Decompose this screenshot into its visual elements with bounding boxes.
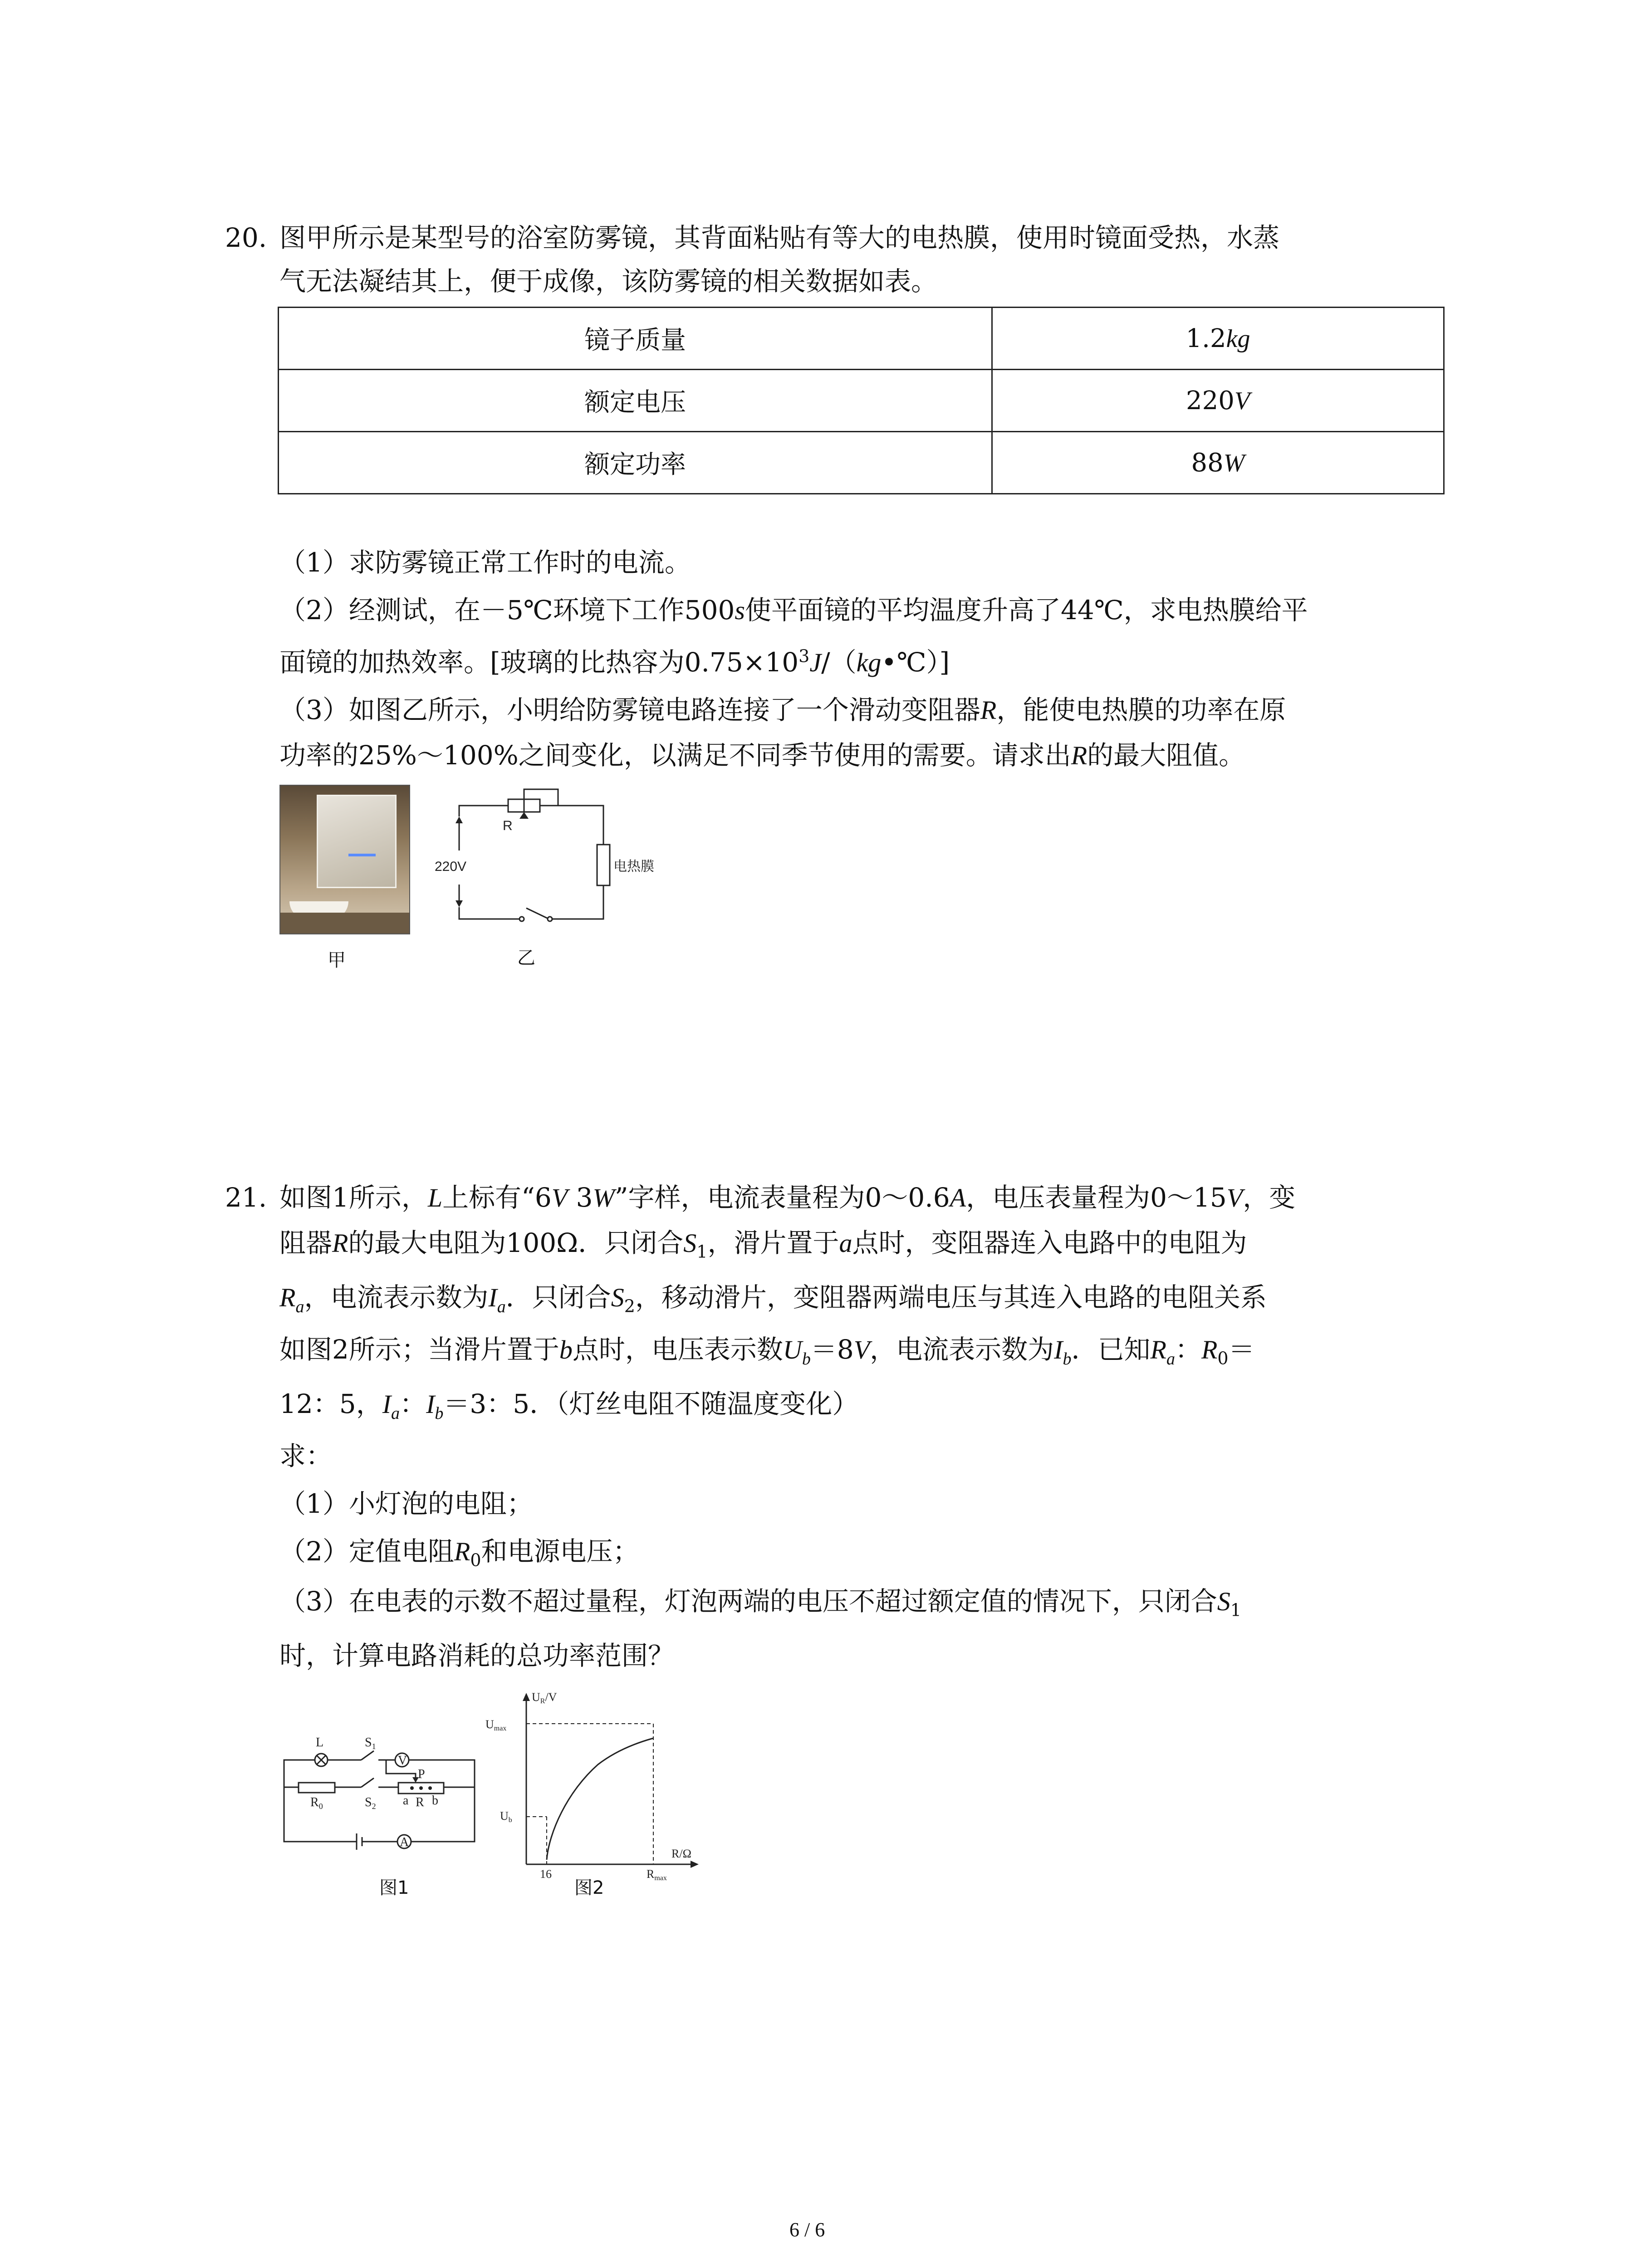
fig1-A-label: A <box>400 1835 409 1849</box>
q20-part-2-line-2: 面镜的加热效率。[玻璃的比热容为$0.75\times 10^3J/(kg•℃)$] <box>279 646 950 678</box>
q20-part-2-line-1: （2）经测试，在－5℃环境下工作500s使平面镜的平均温度升高了44℃，求电热膜给平 <box>279 595 1308 626</box>
circuit-diagram-fig1 <box>279 1728 488 1869</box>
q21-part-2: （2）定值电阻$R_0$和电源电压； <box>279 1536 639 1570</box>
q21-text-line-3: $R_a$，电流表示数为$I_a$．只闭合$S_2$，移动滑片，变阻器两端电压与其连入电路的电阻关系 <box>279 1282 1267 1316</box>
q20-part-1: （1）求防雾镜正常工作时的电流。 <box>279 547 691 578</box>
q20-text-line-2: 气无法凝结其上，便于成像，该防雾镜的相关数据如表。 <box>279 266 938 297</box>
table-row <box>279 308 1444 370</box>
q21-text-line-1: 如图1所示，L上标有“6V 3W”字样，电流表量程为0～0.6A，电压表量程为0～15V，变 <box>279 1182 1296 1213</box>
spec-value: 88W <box>992 432 1444 494</box>
fig1-S1-label: $S_1$ <box>365 1735 376 1751</box>
fig1-P-label: P <box>418 1767 425 1781</box>
q20-text-line-1: 图甲所示是某型号的浴室防雾镜，其背面粘贴有等大的电热膜，使用时镜面受热，水蒸 <box>279 222 1280 253</box>
circuit-film-label: 电热膜 <box>613 859 654 875</box>
fig2-umax-label: Umax <box>485 1718 507 1732</box>
fig1-a-label: a <box>403 1794 409 1808</box>
fig1-b-label: b <box>432 1794 438 1808</box>
table-row <box>279 370 1444 432</box>
q21-ask: 求： <box>279 1441 333 1471</box>
circuit-diagram-yi <box>431 780 694 930</box>
circuit-R-label: R <box>503 818 513 833</box>
fig2-rmax-label: Rmax <box>647 1867 667 1882</box>
fig1-V-label: V <box>398 1754 407 1768</box>
q21-text-line-2: 阻器R的最大电阻为100Ω．只闭合$S_1$，滑片置于a点时，变阻器连入电路中的电阻为 <box>279 1227 1247 1262</box>
figure-jia-caption: 甲 <box>328 950 346 971</box>
spec-label: 额定功率 <box>279 432 992 494</box>
question-20-number: 20. <box>225 222 267 253</box>
spec-value: 220V <box>992 370 1444 432</box>
figure-yi-caption: 乙 <box>517 948 535 968</box>
fig2-ub-label: Ub <box>500 1809 512 1824</box>
spec-value: 1.2kg <box>992 308 1444 370</box>
spec-label: 额定电压 <box>279 370 992 432</box>
fig2-y-axis-label: UR/V <box>532 1691 557 1705</box>
fig1-R-label: R <box>416 1795 424 1809</box>
circuit-voltage-label: 220V <box>435 859 467 874</box>
figure-2-caption: 图2 <box>574 1877 604 1898</box>
fig2-x-axis-label: R/Ω <box>671 1847 691 1860</box>
bathroom-mirror-photo <box>279 785 410 934</box>
fig1-L-label: L <box>316 1735 324 1750</box>
voltage-resistance-graph-fig2 <box>481 1687 717 1882</box>
q21-part-1: （1）小灯泡的电阻； <box>279 1488 533 1519</box>
spec-label: 镜子质量 <box>279 308 992 370</box>
q21-part-3-line-1: （3）在电表的示数不超过量程，灯泡两端的电压不超过额定值的情况下，只闭合$S_1$ <box>279 1586 1242 1620</box>
fig1-R0-label: $R_0$ <box>310 1795 323 1811</box>
figure-1-caption: 图1 <box>379 1877 409 1898</box>
q21-text-line-5: 12：5，$I_a$：$I_b=3$：5．（灯丝电阻不随温度变化） <box>279 1388 859 1423</box>
table-row <box>279 432 1444 494</box>
page-number: 6 / 6 <box>789 2219 825 2241</box>
q20-part-3-line-2: 功率的25%～100%之间变化，以满足不同季节使用的需要。请求出R的最大阻值。 <box>279 740 1245 771</box>
q21-text-line-4: 如图2所示；当滑片置于b点时，电压表示数$U_b=8V$，电流表示数为$I_b$．已知$R_a$：$R_0=$ <box>279 1334 1255 1369</box>
fig1-S2-label: $S_2$ <box>365 1795 376 1811</box>
fig2-x-tick-16: 16 <box>540 1867 552 1881</box>
q21-part-3-line-2: 时，计算电路消耗的总功率范围？ <box>279 1640 675 1671</box>
question-21-number: 21. <box>225 1182 267 1213</box>
mirror-spec-table <box>278 307 1445 494</box>
q20-part-3-line-1: （3）如图乙所示，小明给防雾镜电路连接了一个滑动变阻器R，能使电热膜的功率在原 <box>279 694 1286 725</box>
